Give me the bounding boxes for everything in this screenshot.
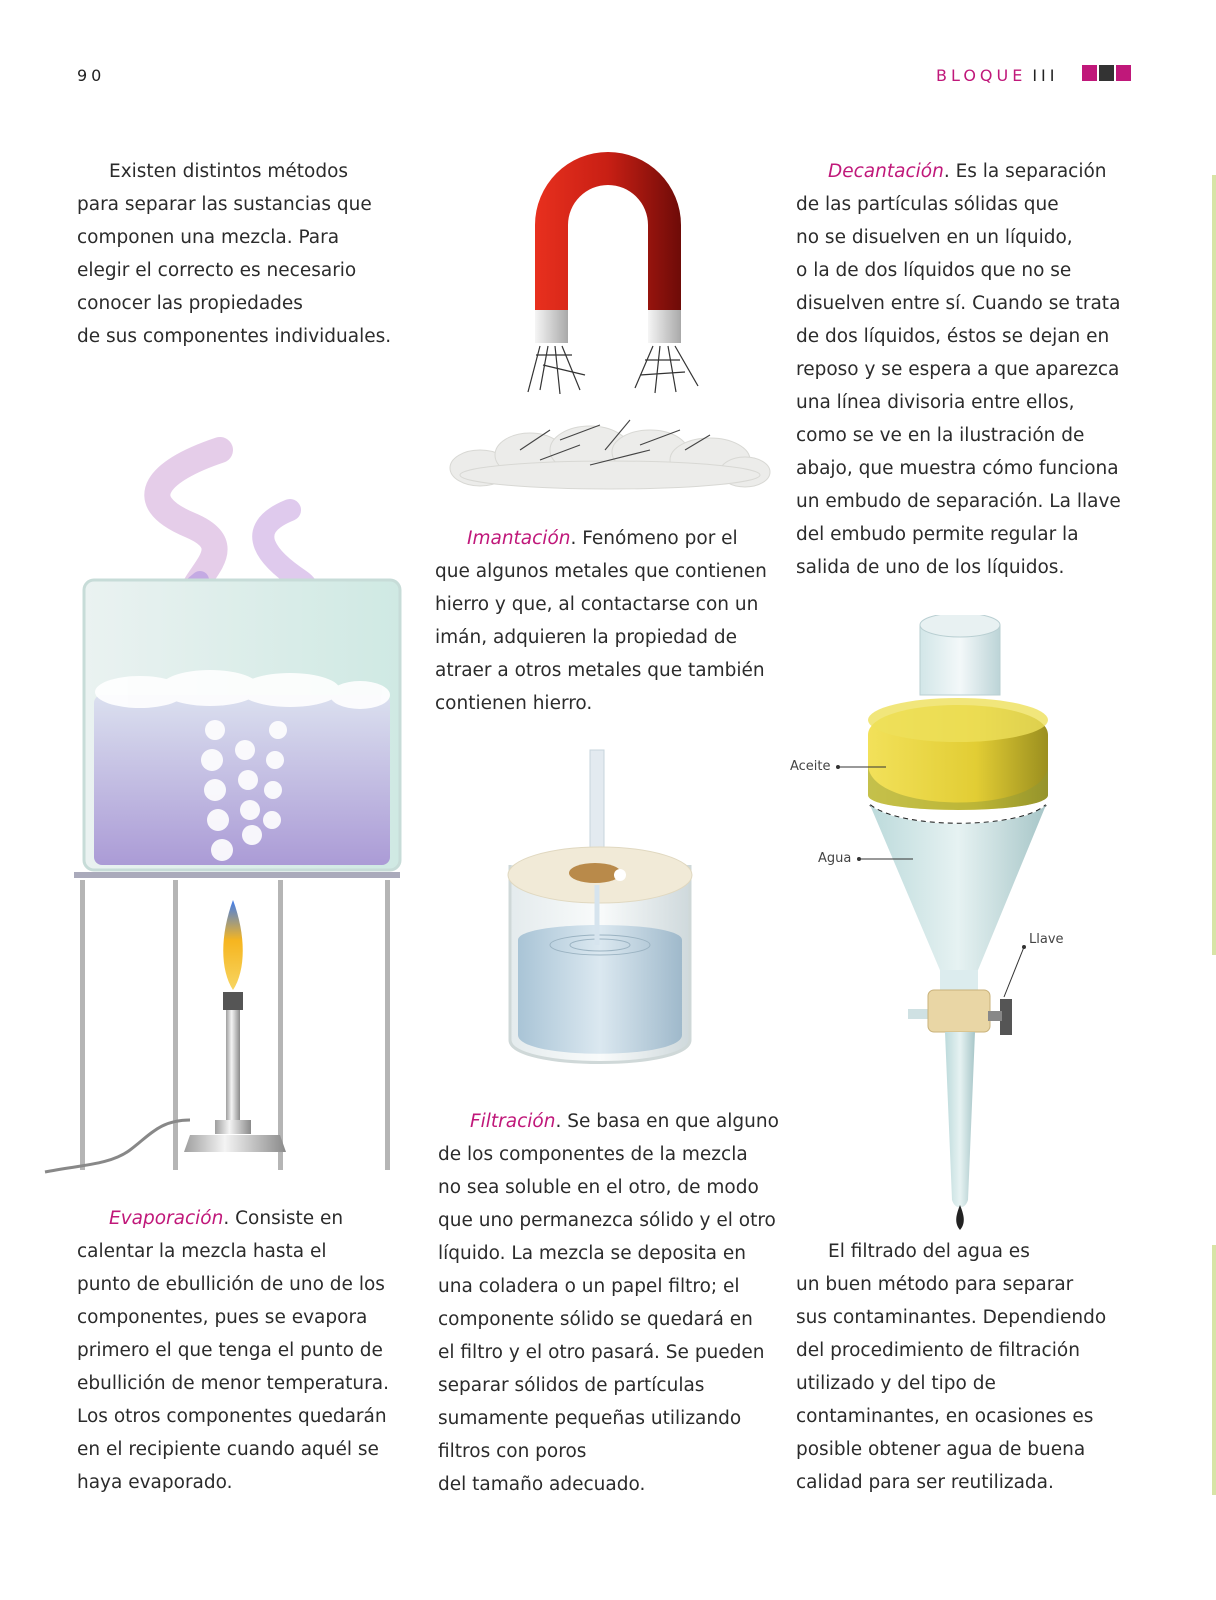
imantacion-line: contienen hierro. bbox=[435, 693, 593, 714]
filtrado-line: calidad para ser reutilizada. bbox=[796, 1472, 1054, 1493]
decantacion-first-line bbox=[796, 155, 1121, 188]
decantacion-line: o la de dos líquidos que no se bbox=[796, 260, 1072, 281]
block-number: III bbox=[1032, 66, 1059, 85]
evaporation-illustration bbox=[40, 430, 410, 1180]
square-dark bbox=[1099, 65, 1114, 81]
filtracion-line: líquido. La mezcla se deposita en bbox=[438, 1243, 746, 1264]
page-number: 90 bbox=[77, 66, 106, 85]
evaporacion-first-line bbox=[77, 1202, 389, 1235]
filtrado-line: utilizado y del tipo de bbox=[796, 1373, 996, 1394]
evaporacion-line: componentes, pues se evapora bbox=[77, 1307, 368, 1328]
filtracion-first-line bbox=[438, 1105, 779, 1138]
evaporacion-first-rest: . Consiste en bbox=[223, 1208, 344, 1229]
evaporacion-line: punto de ebullición de uno de los bbox=[77, 1274, 385, 1295]
decantacion-line: reposo y se espera a que aparezca bbox=[796, 359, 1120, 380]
imantacion-paragraph bbox=[435, 522, 767, 720]
filtrado-agua-paragraph bbox=[796, 1235, 1106, 1499]
filtracion-line: el filtro y el otro pasará. Se pueden bbox=[438, 1342, 765, 1363]
imantacion-term: Imantación bbox=[467, 528, 571, 549]
filtracion-line: no sea soluble en el otro, de modo bbox=[438, 1177, 759, 1198]
evaporacion-line: haya evaporado. bbox=[77, 1472, 233, 1493]
evaporacion-line: Los otros componentes quedarán bbox=[77, 1406, 387, 1427]
evaporacion-term: Evaporación bbox=[109, 1208, 224, 1229]
intro-line: elegir el correcto es necesario bbox=[77, 260, 357, 281]
decantacion-line: del embudo permite regular la bbox=[796, 524, 1079, 545]
evaporacion-paragraph bbox=[77, 1202, 389, 1499]
evaporacion-line: en el recipiente cuando aquél se bbox=[77, 1439, 379, 1460]
filtracion-line: separar sólidos de partículas bbox=[438, 1375, 705, 1396]
filtration-illustration bbox=[500, 745, 700, 1075]
filtrado-line: contaminantes, en ocasiones es bbox=[796, 1406, 1094, 1427]
label-aceite: Aceite bbox=[790, 759, 831, 774]
filtracion-line: de los componentes de la mezcla bbox=[438, 1144, 748, 1165]
filtrado-line: El filtrado del agua es bbox=[828, 1241, 1030, 1262]
block-color-squares bbox=[1082, 65, 1131, 81]
decantacion-line: abajo, que muestra cómo funciona bbox=[796, 458, 1119, 479]
magnet-illustration bbox=[440, 150, 780, 495]
label-llave: Llave bbox=[1029, 932, 1064, 947]
imantacion-first-line bbox=[435, 522, 767, 555]
label-agua: Agua bbox=[818, 851, 852, 866]
decantacion-line: de las partículas sólidas que bbox=[796, 194, 1059, 215]
imantacion-line: atraer a otros metales que también bbox=[435, 660, 765, 681]
decantacion-line: un embudo de separación. La llave bbox=[796, 491, 1121, 512]
evaporacion-line: ebullición de menor temperatura. bbox=[77, 1373, 389, 1394]
decantacion-line: disuelven entre sí. Cuando se trata bbox=[796, 293, 1121, 314]
decantacion-line: de dos líquidos, éstos se dejan en bbox=[796, 326, 1110, 347]
intro-line: conocer las propiedades bbox=[77, 293, 303, 314]
square-magenta-1 bbox=[1082, 65, 1097, 81]
block-heading bbox=[936, 66, 1058, 85]
filtrado-line: sus contaminantes. Dependiendo bbox=[796, 1307, 1107, 1328]
filtracion-paragraph bbox=[438, 1105, 779, 1501]
evaporacion-line: calentar la mezcla hasta el bbox=[77, 1241, 327, 1262]
margin-mark-bottom bbox=[1212, 1245, 1216, 1495]
evaporacion-line: primero el que tenga el punto de bbox=[77, 1340, 383, 1361]
decantacion-line: como se ve en la ilustración de bbox=[796, 425, 1085, 446]
separation-funnel-illustration bbox=[780, 615, 1080, 1240]
filtrado-line: posible obtener agua de buena bbox=[796, 1439, 1086, 1460]
filtracion-line: componente sólido se quedará en bbox=[438, 1309, 753, 1330]
intro-line: componen una mezcla. Para bbox=[77, 227, 340, 248]
filtracion-line: filtros con poros bbox=[438, 1441, 587, 1462]
decantacion-paragraph bbox=[796, 155, 1121, 584]
imantacion-line: hierro y que, al contactarse con un bbox=[435, 594, 759, 615]
intro-paragraph bbox=[77, 155, 391, 353]
filtracion-term: Filtración bbox=[470, 1111, 556, 1132]
filtracion-first-rest: . Se basa en que alguno bbox=[555, 1111, 779, 1132]
filtracion-line: que uno permanezca sólido y el otro bbox=[438, 1210, 776, 1231]
block-word: BLOQUE bbox=[936, 66, 1027, 85]
decantacion-line: una línea divisoria entre ellos, bbox=[796, 392, 1075, 413]
intro-line: para separar las sustancias que bbox=[77, 194, 372, 215]
imantacion-line: que algunos metales que contienen bbox=[435, 561, 767, 582]
decantacion-line: no se disuelven en un líquido, bbox=[796, 227, 1073, 248]
filtracion-line: del tamaño adecuado. bbox=[438, 1474, 646, 1495]
decantacion-term: Decantación bbox=[828, 161, 944, 182]
filtrado-line: un buen método para separar bbox=[796, 1274, 1074, 1295]
filtrado-line: del procedimiento de filtración bbox=[796, 1340, 1080, 1361]
decantacion-first-rest: . Es la separación bbox=[943, 161, 1107, 182]
filtracion-line: una coladera o un papel filtro; el bbox=[438, 1276, 740, 1297]
margin-mark-top bbox=[1212, 175, 1216, 955]
imantacion-first-rest: . Fenómeno por el bbox=[570, 528, 738, 549]
imantacion-line: imán, adquieren la propiedad de bbox=[435, 627, 737, 648]
intro-line: Existen distintos métodos bbox=[109, 161, 349, 182]
decantacion-line: salida de uno de los líquidos. bbox=[796, 557, 1065, 578]
square-magenta-2 bbox=[1116, 65, 1131, 81]
intro-line: de sus componentes individuales. bbox=[77, 326, 392, 347]
filtracion-line: sumamente pequeñas utilizando bbox=[438, 1408, 742, 1429]
